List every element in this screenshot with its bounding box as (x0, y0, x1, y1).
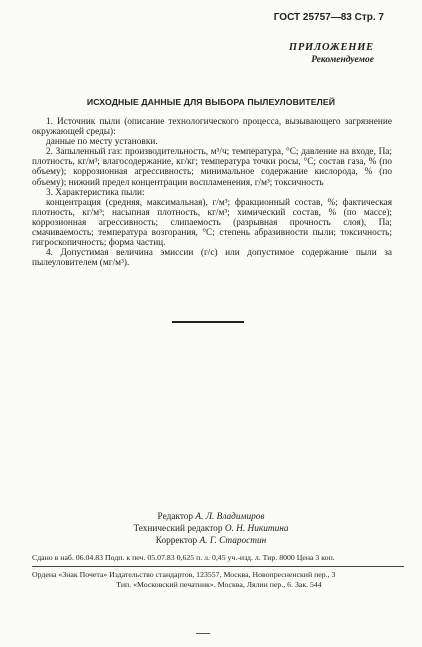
paragraph-1: 1. Источник пыли (описание технологического процесса, вызывающего загрязнение окружающей среды): (32, 117, 392, 138)
page-number: Стр. 7 (354, 12, 384, 23)
paragraph-2: 2. Запыленный газ: производительность, м³/ч; температура, °С; давление на входе, Па; плотность, кг/м³; влагосодержание, кг/кг; температура точки росы, °С; состав газа, % (по объему); коррозионная агрессивность; минимальное содержание кислорода, % (по объему); нижний предел концентрации воспламенения, г/м³; токсичность (32, 147, 392, 188)
print-info-rule (32, 566, 404, 567)
document-title: ИСХОДНЫЕ ДАННЫЕ ДЛЯ ВЫБОРА ПЫЛЕУЛОВИТЕЛЕЙ (86, 97, 336, 107)
credit-name: А. Л. Владимиров (195, 512, 265, 522)
paragraph-1-detail: данные по месту установки. (46, 137, 158, 148)
page-header (274, 12, 384, 23)
publisher-info (32, 570, 406, 589)
credit-role: Технический редактор (133, 524, 223, 534)
appendix-subtitle: Рекомендуемое (311, 55, 374, 65)
credit-role: Редактор (157, 512, 194, 522)
credit-name: О. Н. Никитина (224, 524, 289, 534)
credit-editor (0, 511, 422, 523)
credit-name: А. Г. Старостин (199, 536, 267, 546)
appendix-title: ПРИЛОЖЕНИЕ (288, 42, 374, 53)
standard-number: ГОСТ 25757—83 (273, 12, 352, 23)
credits-block (0, 511, 422, 547)
body-text (32, 117, 392, 268)
credit-tech-editor (0, 523, 422, 535)
print-info: Сдано в наб. 06.04.83 Подп. к печ. 05.07.83 0,625 п. л. 0,45 уч.-изд. л. Тир. 8000 Цена 3 коп. (32, 553, 335, 562)
publisher-line: Ордена «Знак Почета» Издательство стандартов, 123557, Москва, Новопресненский пер., 3 (32, 570, 336, 579)
section-divider (172, 321, 244, 323)
paragraph-3: 3. Характеристика пыли: (46, 187, 145, 198)
bottom-mark (196, 633, 210, 634)
printer-line: Тип. «Московский печатник». Москва, Лялин пер., 6. Зак. 544 (116, 579, 322, 589)
credit-role: Корректор (155, 536, 198, 546)
credit-corrector (0, 535, 422, 547)
paragraph-3-detail: концентрация (средняя, максимальная), г/м³; фракционный состав, %; фактическая плотность, кг/м³; насыпная плотность, кг/м³; химический состав, % (по массе); коррозионная агрессивность; слипаемость (разрывная прочность слоя), Па; смачиваемость; температура возгорания, °С; степень абразивности пыли; токсичность; гигроскопичность; форма частиц. (32, 197, 392, 249)
paragraph-4: 4. Допустимая величина эмиссии (г/с) или допустимое содержание пыли за пылеуловителем (мг/м³). (32, 248, 392, 269)
